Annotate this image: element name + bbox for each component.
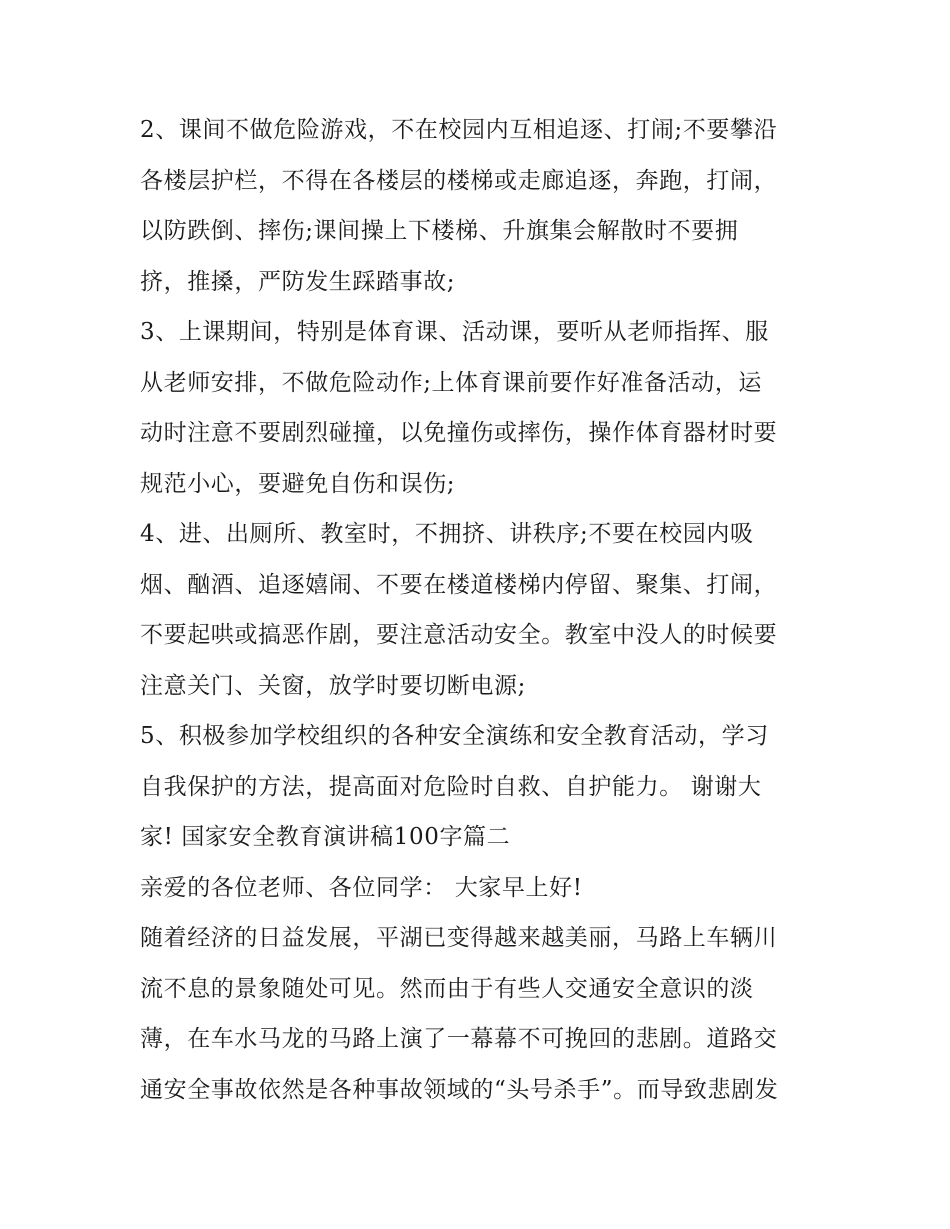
text-line: 流不息的景象随处可见。然而由于有些人交通安全意识的淡 [140,976,754,1002]
text-line: 动时注意不要剧烈碰撞，以免撞伤或摔伤，操作体育器材时要 [140,420,778,446]
text-line: 以防跌倒、摔伤;课间操上下楼梯、升旗集会解散时不要拥 [140,218,739,244]
text-line: 自我保护的方法，提高面对危险时自救、自护能力。 谢谢大 [140,774,762,800]
text-line: 烟、酗酒、追逐嬉闹、不要在楼道楼梯内停留、聚集、打闹， [140,572,778,598]
text-line: 亲爱的各位老师、各位同学： 大家早上好! [140,875,583,901]
text-line: 注意关门、关窗，放学时要切断电源; [140,673,526,699]
text-line: 5、积极参加学校组织的各种安全演练和安全教育活动，学习 [140,723,769,749]
text-line: 薄，在车水马龙的马路上演了一幕幕不可挽回的悲剧。道路交 [140,1026,778,1052]
text-line: 家! 国家安全教育演讲稿100字篇二 [140,824,511,850]
text-line: 规范小心，要避免自伤和误伤; [140,471,456,497]
text-line: 通安全事故依然是各种事故领域的“头号杀手”。而导致悲剧发 [140,1077,779,1103]
text-line: 从老师安排，不做危险动作;上体育课前要作好准备活动，运 [140,370,762,396]
text-line: 4、进、出厕所、教室时，不拥挤、讲秩序;不要在校园内吸 [140,521,754,547]
text-line: 2、课间不做危险游戏，不在校园内互相追逐、打闹;不要攀沿 [140,117,778,143]
text-line: 不要起哄或搞恶作剧，要注意活动安全。教室中没人的时候要 [140,622,778,648]
text-line: 挤，推搡，严防发生踩踏事故; [140,269,456,295]
text-line: 随着经济的日益发展，平湖已变得越来越美丽，马路上车辆川 [140,925,778,951]
text-line: 3、上课期间，特别是体育课、活动课，要听从老师指挥、服 [140,319,769,345]
text-line: 各楼层护栏，不得在各楼层的楼梯或走廊追逐，奔跑，打闹， [140,168,778,194]
